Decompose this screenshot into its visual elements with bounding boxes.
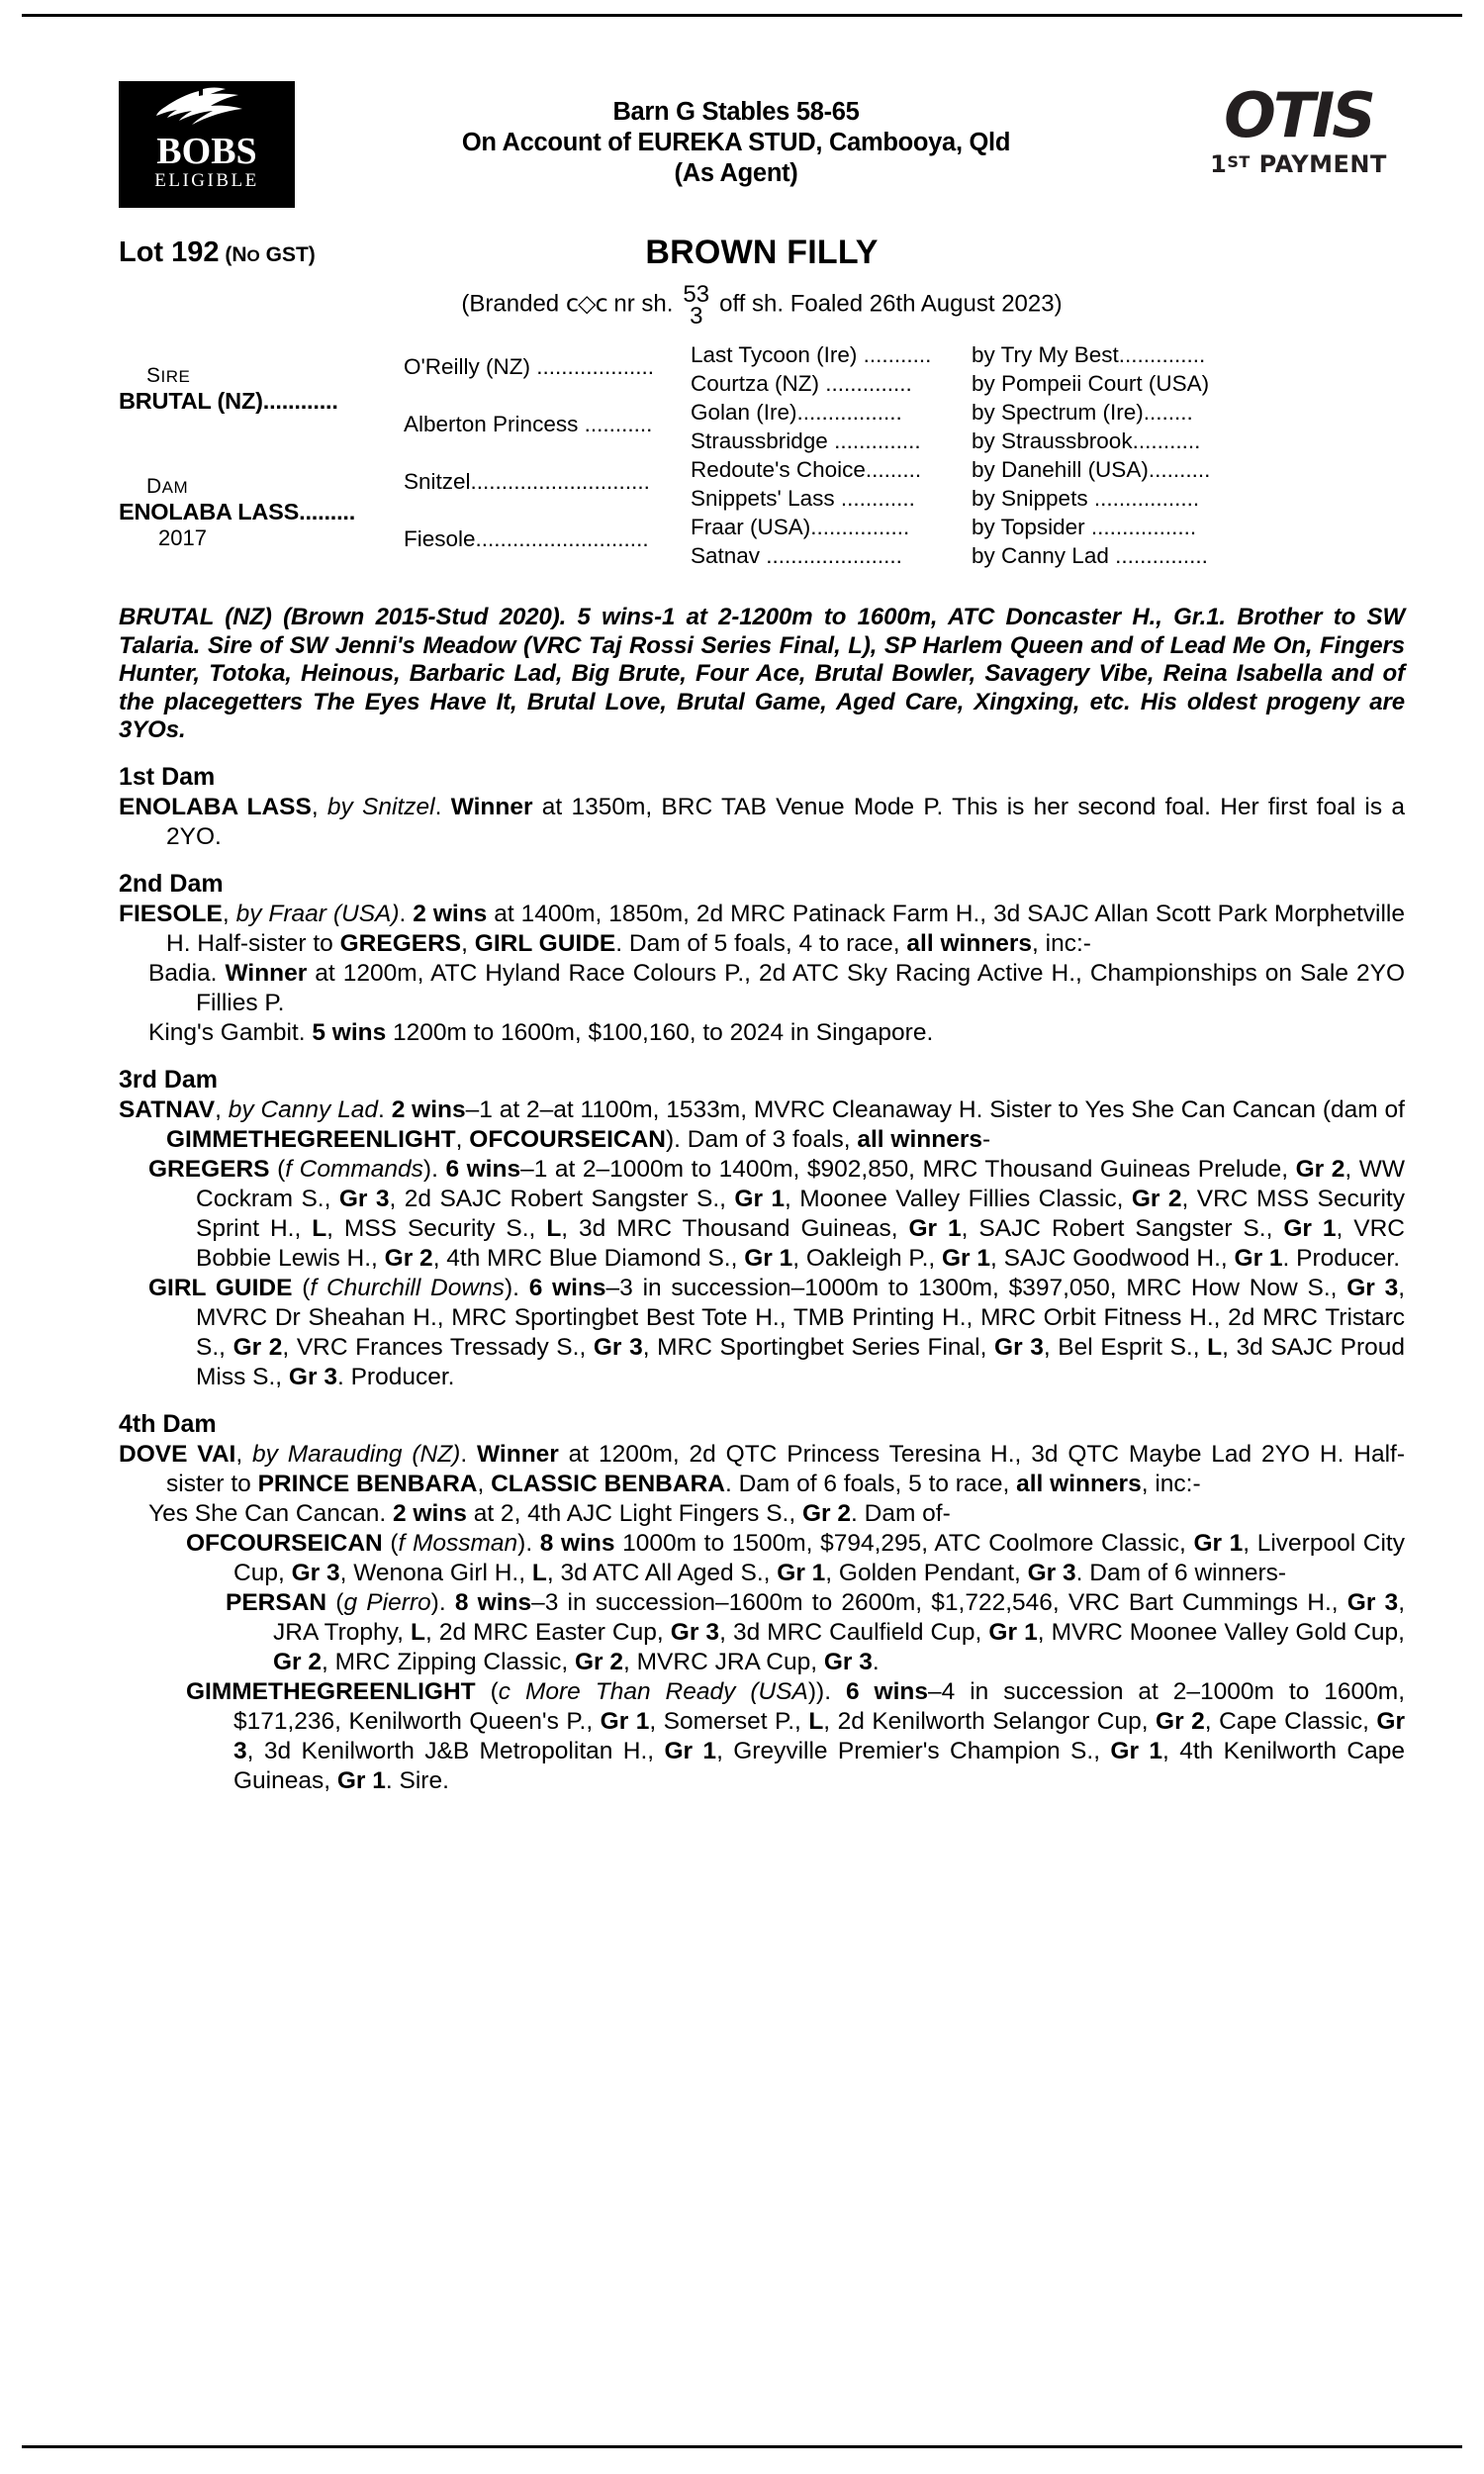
page-content [119, 79, 1405, 1796]
otis-sub-word: PAYMENT [1250, 150, 1387, 178]
barn-account-block [295, 97, 1177, 189]
pedigree-g3-6: Fraar (USA)................ [691, 515, 910, 539]
dam-sections [119, 762, 1405, 1796]
bobs-logo-sub: ELIGIBLE [154, 170, 259, 191]
horse-head-icon [147, 87, 266, 131]
dam-heading: 2nd Dam [119, 869, 224, 898]
pedigree-entry: GREGERS (f Commands). 6 wins–1 at 2–1000m to 1400m, $902,850, MRC Thousand Guineas Prelude, Gr 2, WW Cockram S., Gr 3, 2d SAJC Robert Sangster S., Gr 1, Moonee Valley Fillies Classic, Gr 2, VRC MSS Security Sprint H., L, MSS Security S., L, 3d MRC Thousand Guineas, Gr 1, SAJC Robert Sangster S., Gr 1, VRC Bobbie Lewis H., Gr 2, 4th MRC Blue Diamond S., Gr 1, Oakleigh P., Gr 1, SAJC Goodwood H., Gr 1. Producer. [148, 1155, 1405, 1272]
pedigree-g2-2: Snitzel............................. [404, 469, 650, 494]
pedigree-entry: GIMMETHEGREENLIGHT (c More Than Ready (USA)). 6 wins–4 in succession at 2–1000m to 1600m, $171,236, Kenilworth Queen's P., Gr 1, Somerset P., L, 2d Kenilworth Selangor Cup, Gr 2, Cape Classic, Gr 3, 3d Kenilworth J&B Metropolitan H., Gr 1, Greyville Premier's Champion S., Gr 1, 4th Kenilworth Cape Guineas, Gr 1. Sire. [186, 1677, 1406, 1794]
sire-name: BRUTAL (NZ) [119, 388, 263, 414]
pedigree-g4-5: by Snippets ................. [972, 486, 1200, 511]
pedigree-entry: GIRL GUIDE (f Churchill Downs). 6 wins–3 in succession–1000m to 1300m, $397,050, MRC How Now S., Gr 3, MVRC Dr Sheahan H., MRC Sportingbet Best Tote H., TMB Printing H., MRC Orbit Fitness H., 2d MRC Tristarc S., Gr 2, VRC Frances Tressady S., Gr 3, MRC Sportingbet Series Final, Gr 3, Bel Esprit S., L, 3d SAJC Proud Miss S., Gr 3. Producer. [148, 1274, 1406, 1390]
barn-line: Barn G Stables 58-65 [612, 98, 860, 126]
dam-label: DAM [146, 475, 189, 498]
dam-name: ENOLABA LASS [119, 499, 300, 524]
dam-name-row [119, 499, 355, 525]
pedigree-g4-2: by Spectrum (Ire)........ [972, 400, 1193, 425]
sire-block [119, 364, 338, 415]
bobs-logo-word: BOBS [156, 131, 257, 172]
sire-leader-dots: ............ [262, 388, 338, 414]
brand-fraction [683, 281, 710, 330]
pedigree-entry: Yes She Can Cancan. 2 wins at 2, 4th AJC Light Fingers S., Gr 2. Dam of- [148, 1499, 951, 1527]
bobs-eligible-logo [119, 81, 295, 208]
pedigree-g4-7: by Canny Lad ............... [972, 543, 1208, 568]
pedigree-entry: DOVE VAI, by Marauding (NZ). Winner at 1200m, 2d QTC Princess Teresina H., 3d QTC Maybe Lad 2YO H. Half-sister to PRINCE BENBARA, CLASSIC BENBARA. Dam of 6 foals, 5 to race, all winners, inc:- [119, 1440, 1406, 1497]
pedigree-g3-1: Courtza (NZ) .............. [691, 371, 912, 396]
pedigree-g3-3: Straussbridge .............. [691, 428, 921, 453]
pedigree-g3-0: Last Tycoon (Ire) ........... [691, 342, 932, 367]
branding-line [119, 281, 1405, 330]
as-agent-line: (As Agent) [674, 159, 798, 187]
pedigree-g4-6: by Topsider ................. [972, 515, 1197, 539]
pedigree-g4-1: by Pompeii Court (USA) [972, 371, 1210, 396]
otis-logo-word: OTIS [1224, 79, 1373, 151]
otis-sub-ordinal: ST [1227, 152, 1251, 171]
pedigree-entry: OFCOURSEICAN (f Mossman). 8 wins 1000m to 1500m, $794,295, ATC Coolmore Classic, Gr 1, Liverpool City Cup, Gr 3, Wenona Girl H., L, 3d ATC All Aged S., Gr 1, Golden Pendant, Gr 3. Dam of 6 winners- [186, 1529, 1405, 1586]
pedigree-g3-2: Golan (Ire)................. [691, 400, 902, 425]
dam-leader-dots: ......... [299, 499, 356, 524]
brand-symbol-icon: c◇c [565, 289, 607, 318]
lot-title-row [119, 234, 1405, 279]
brand-numerator: 53 [683, 281, 710, 308]
pedigree-g4-0: by Try My Best.............. [972, 342, 1206, 367]
dam-heading: 3rd Dam [119, 1065, 219, 1094]
page-top-rule [22, 14, 1462, 17]
pedigree-entry: FIESOLE, by Fraar (USA). 2 wins at 1400m, 1850m, 2d MRC Patinack Farm H., 3d SAJC Allan Scott Park Morphetville H. Half-sister to GREGERS, GIRL GUIDE. Dam of 5 foals, 4 to race, all winners, inc:- [119, 900, 1405, 957]
pedigree-table [119, 342, 1405, 598]
pedigree-entry: ENOLABA LASS, by Snitzel. Winner at 1350m, BRC TAB Venue Mode P. This is her second foal. Her first foal is a 2YO. [119, 793, 1405, 850]
pedigree-g3-4: Redoute's Choice......... [691, 457, 922, 482]
otis-sub-num: 1 [1210, 150, 1228, 178]
pedigree-g2-0: O'Reilly (NZ) ................... [404, 354, 655, 379]
otis-logo-sub [1192, 148, 1405, 178]
brand-suffix: off sh. Foaled 26th August 2023) [719, 290, 1063, 318]
brand-near-shoulder: nr sh. [613, 290, 674, 318]
page-bottom-rule [22, 2445, 1462, 2448]
pedigree-entry: Badia. Winner at 1200m, ATC Hyland Race Colours P., 2d ATC Sky Racing Active H., Championships on Sale 2YO Fillies P. [148, 959, 1406, 1016]
pedigree-entry: SATNAV, by Canny Lad. 2 wins–1 at 2–at 1100m, 1533m, MVRC Cleanaway H. Sister to Yes She Can Cancan (dam of GIMMETHEGREENLIGHT, OFCOURSEICAN). Dam of 3 foals, all winners- [119, 1095, 1405, 1153]
dam-heading: 1st Dam [119, 762, 216, 791]
pedigree-g2-3: Fiesole............................ [404, 526, 649, 551]
sire-name-row [119, 388, 338, 415]
pedigree-g2-1: Alberton Princess ........... [404, 412, 653, 436]
lot-label: Lot 192 [119, 237, 220, 268]
brand-denominator: 3 [690, 303, 703, 330]
dam-year: 2017 [158, 525, 207, 550]
otis-logo [1192, 79, 1405, 178]
account-line: On Account of EUREKA STUD, Cambooya, Qld [461, 129, 1011, 156]
page-title: BROWN FILLY [645, 234, 879, 271]
no-gst-note: (NO GST) [225, 243, 316, 266]
pedigree-entry: PERSAN (g Pierro). 8 wins–3 in succession–1600m to 2600m, $1,722,546, VRC Bart Cummings H., Gr 3, JRA Trophy, L, 2d MRC Easter Cup, Gr 3, 3d MRC Caulfield Cup, Gr 1, MVRC Moonee Valley Gold Cup, Gr 2, MRC Zipping Classic, Gr 2, MVRC JRA Cup, Gr 3. [226, 1588, 1405, 1675]
brand-prefix: (Branded [461, 290, 560, 318]
dam-heading: 4th Dam [119, 1409, 217, 1438]
page-header [119, 79, 1405, 228]
pedigree-g4-3: by Straussbrook........... [972, 428, 1201, 453]
dam-block [119, 475, 355, 551]
sire-label: SIRE [146, 364, 191, 387]
pedigree-g4-4: by Danehill (USA).......... [972, 457, 1211, 482]
pedigree-g3-7: Satnav ...................... [691, 543, 902, 568]
sire-summary-paragraph: BRUTAL (NZ) (Brown 2015-Stud 2020). 5 wins-1 at 2-1200m to 1600m, ATC Doncaster H., Gr.1. Brother to SW Talaria. Sire of SW Jenni's Meadow (VRC Taj Rossi Series Final, L), SP Harlem Queen and of Lead Me On, Fingers Hunter, Totoka, Heinous, Barbaric Lad, Big Brute, Four Ace, Brutal Bowler, Savagery Vibe, Reina Isabella and of the placegetters The Eyes Have It, Brutal Love, Brutal Game, Aged Care, Xingxing, etc. His oldest progeny are 3YOs. [119, 604, 1405, 743]
pedigree-entry: King's Gambit. 5 wins 1200m to 1600m, $100,160, to 2024 in Singapore. [148, 1018, 934, 1046]
pedigree-g3-5: Snippets' Lass ............ [691, 486, 915, 511]
